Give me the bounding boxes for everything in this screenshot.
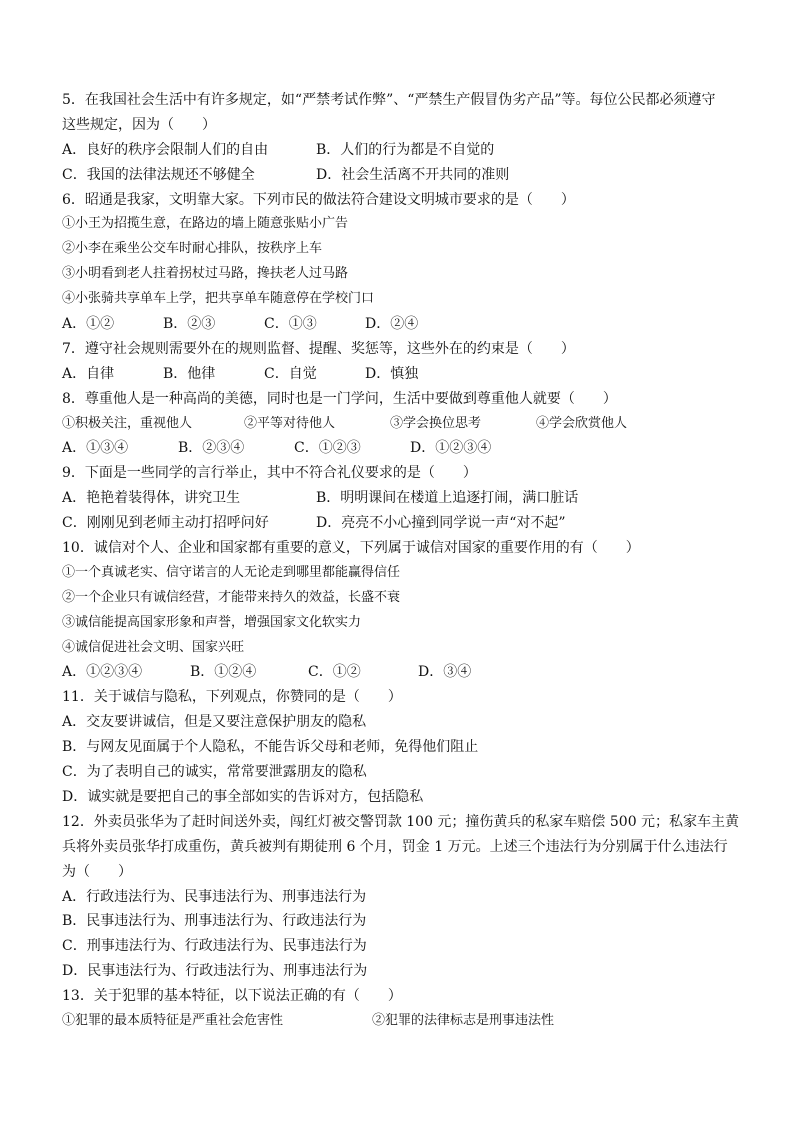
q5-option-b: B．人们的行为都是不自觉的 (316, 141, 495, 158)
q10-statement-3: ③诚信能提高国家形象和声誉，增强国家文化软实力 (62, 614, 362, 630)
q6-option-b: B．②③ (163, 316, 216, 333)
q8-statements (62, 412, 738, 437)
q9-option-a: A．艳艳着装得体，讲究卫生 (62, 490, 241, 507)
q6-options (62, 312, 738, 337)
q12-stem-line2: 兵将外卖员张华打成重伤，黄兵被判有期徒刑 6 个月，罚金 1 万元。上述三个违法行为分别属于什么违法行 (62, 838, 728, 855)
q6-stem: 6．昭通是我家，文明靠大家。下列市民的做法符合建设文明城市要求的是（ ） (62, 191, 575, 208)
q13-stem: 13．关于犯罪的基本特征，以下说法正确的有（ ） (62, 988, 402, 1005)
q10-option-c: C．①② (308, 664, 361, 681)
q10-statement-1: ①一个真诚老实、信守诺言的人无论走到哪里都能赢得信任 (62, 564, 401, 580)
q8-statement-2: ②平等对待他人 (244, 415, 336, 431)
q12-option-d: D．民事违法行为、行政违法行为、刑事违法行为 (62, 963, 368, 980)
q10-statement-4: ④诚信促进社会文明、国家兴旺 (62, 639, 245, 655)
q5-stem-line1: 5．在我国社会生活中有许多规定，如“严禁考试作弊”、“严禁生产假冒伪劣产品”等。每位公民都必须遵守 (62, 92, 716, 108)
q11-option-c: C．为了表明自己的诚实，常常要泄露朋友的隐私 (62, 764, 367, 781)
q8-options (62, 436, 738, 461)
q13-statement-1: ①犯罪的最本质特征是严重社会危害性 (62, 1012, 284, 1028)
q5-option-a: A．良好的秩序会限制人们的自由 (62, 141, 269, 158)
q8-option-d: D．①②③④ (410, 440, 492, 457)
q7-option-d: D．慎独 (365, 365, 419, 382)
q8-statement-3: ③学会换位思考 (390, 415, 482, 431)
q12-option-c: C．刑事违法行为、行政违法行为、民事违法行为 (62, 938, 367, 955)
q12-stem-line3: 为（ ） (62, 863, 132, 880)
exam-page (62, 88, 738, 1034)
q5-options-row2 (62, 163, 738, 188)
q9-option-c: C．刚刚见到老师主动打招呼问好 (62, 515, 269, 532)
q6-statement-2: ②小李在乘坐公交车时耐心排队，按秩序上车 (62, 241, 323, 257)
q11-option-b: B．与网友见面属于个人隐私，不能告诉父母和老师，免得他们阻止 (62, 739, 479, 756)
q7-stem: 7．遵守社会规则需要外在的规则监督、提醒、奖惩等，这些外在的约束是（ ） (62, 340, 575, 357)
q7-options (62, 362, 738, 387)
q5-stem-line2: 这些规定，因为（ ） (62, 116, 216, 133)
q9-option-d: D．亮亮不小心撞到同学说一声“对不起” (316, 515, 566, 532)
q9-option-b: B．明明课间在楼道上追逐打闹，满口脏话 (316, 490, 579, 507)
q5-option-c: C．我国的法律法规还不够健全 (62, 166, 255, 183)
q8-option-c: C．①②③ (294, 440, 361, 457)
q13-statement-2: ②犯罪的法律标志是刑事违法性 (372, 1012, 555, 1028)
q6-statement-1: ①小王为招揽生意，在路边的墙上随意张贴小广告 (62, 216, 349, 232)
q7-option-b: B．他律 (163, 365, 216, 382)
q10-options (62, 660, 738, 685)
q10-stem: 10．诚信对个人、企业和国家都有重要的意义，下列属于诚信对国家的重要作用的有（ ） (62, 540, 640, 557)
q7-option-a: A．自律 (62, 365, 115, 382)
q11-option-a: A．交友要讲诚信，但是又要注意保护朋友的隐私 (62, 714, 367, 731)
q6-option-c: C．①③ (264, 316, 317, 333)
q6-option-d: D．②④ (365, 316, 419, 333)
q11-option-d: D．诚实就是要把自己的事全部如实的告诉对方，包括隐私 (62, 788, 424, 805)
q8-statement-1: ①积极关注，重视他人 (62, 415, 193, 431)
q11-stem: 11．关于诚信与隐私，下列观点，你赞同的是（ ） (62, 689, 402, 706)
q6-statement-4: ④小张骑共享单车上学，把共享单车随意停在学校门口 (62, 291, 375, 307)
q12-option-b: B．民事违法行为、刑事违法行为、行政违法行为 (62, 913, 367, 930)
q10-option-b: B．①②④ (190, 664, 257, 681)
q8-statement-4: ④学会欣赏他人 (536, 415, 628, 431)
q8-option-b: B．②③④ (178, 440, 245, 457)
q5-option-d: D．社会生活离不开共同的准则 (316, 166, 510, 183)
q10-statement-2: ②一个企业只有诚信经营，才能带来持久的效益，长盛不衰 (62, 589, 401, 605)
q12-stem-line1: 12．外卖员张华为了赶时间送外卖，闯红灯被交警罚款 100 元；撞伤黄兵的私家车赔偿 500 元；私家车主黄 (62, 813, 740, 830)
q13-statements (62, 1009, 738, 1034)
q5-options-row1 (62, 138, 738, 163)
q10-option-a: A．①②③④ (62, 664, 143, 681)
q10-option-d: D．③④ (418, 664, 472, 681)
q9-options-row2 (62, 511, 738, 536)
q8-stem: 8．尊重他人是一种高尚的美德，同时也是一门学问，生活中要做到尊重他人就要（ ） (62, 390, 617, 407)
q7-option-c: C．自觉 (264, 365, 317, 382)
q12-option-a: A．行政违法行为、民事违法行为、刑事违法行为 (62, 888, 367, 905)
q8-option-a: A．①③④ (62, 440, 129, 457)
q6-option-a: A．①② (62, 316, 115, 333)
q9-stem: 9．下面是一些同学的言行举止，其中不符合礼仪要求的是（ ） (62, 465, 477, 482)
q9-options-row1 (62, 486, 738, 511)
q6-statement-3: ③小明看到老人拄着拐杖过马路，搀扶老人过马路 (62, 266, 349, 282)
